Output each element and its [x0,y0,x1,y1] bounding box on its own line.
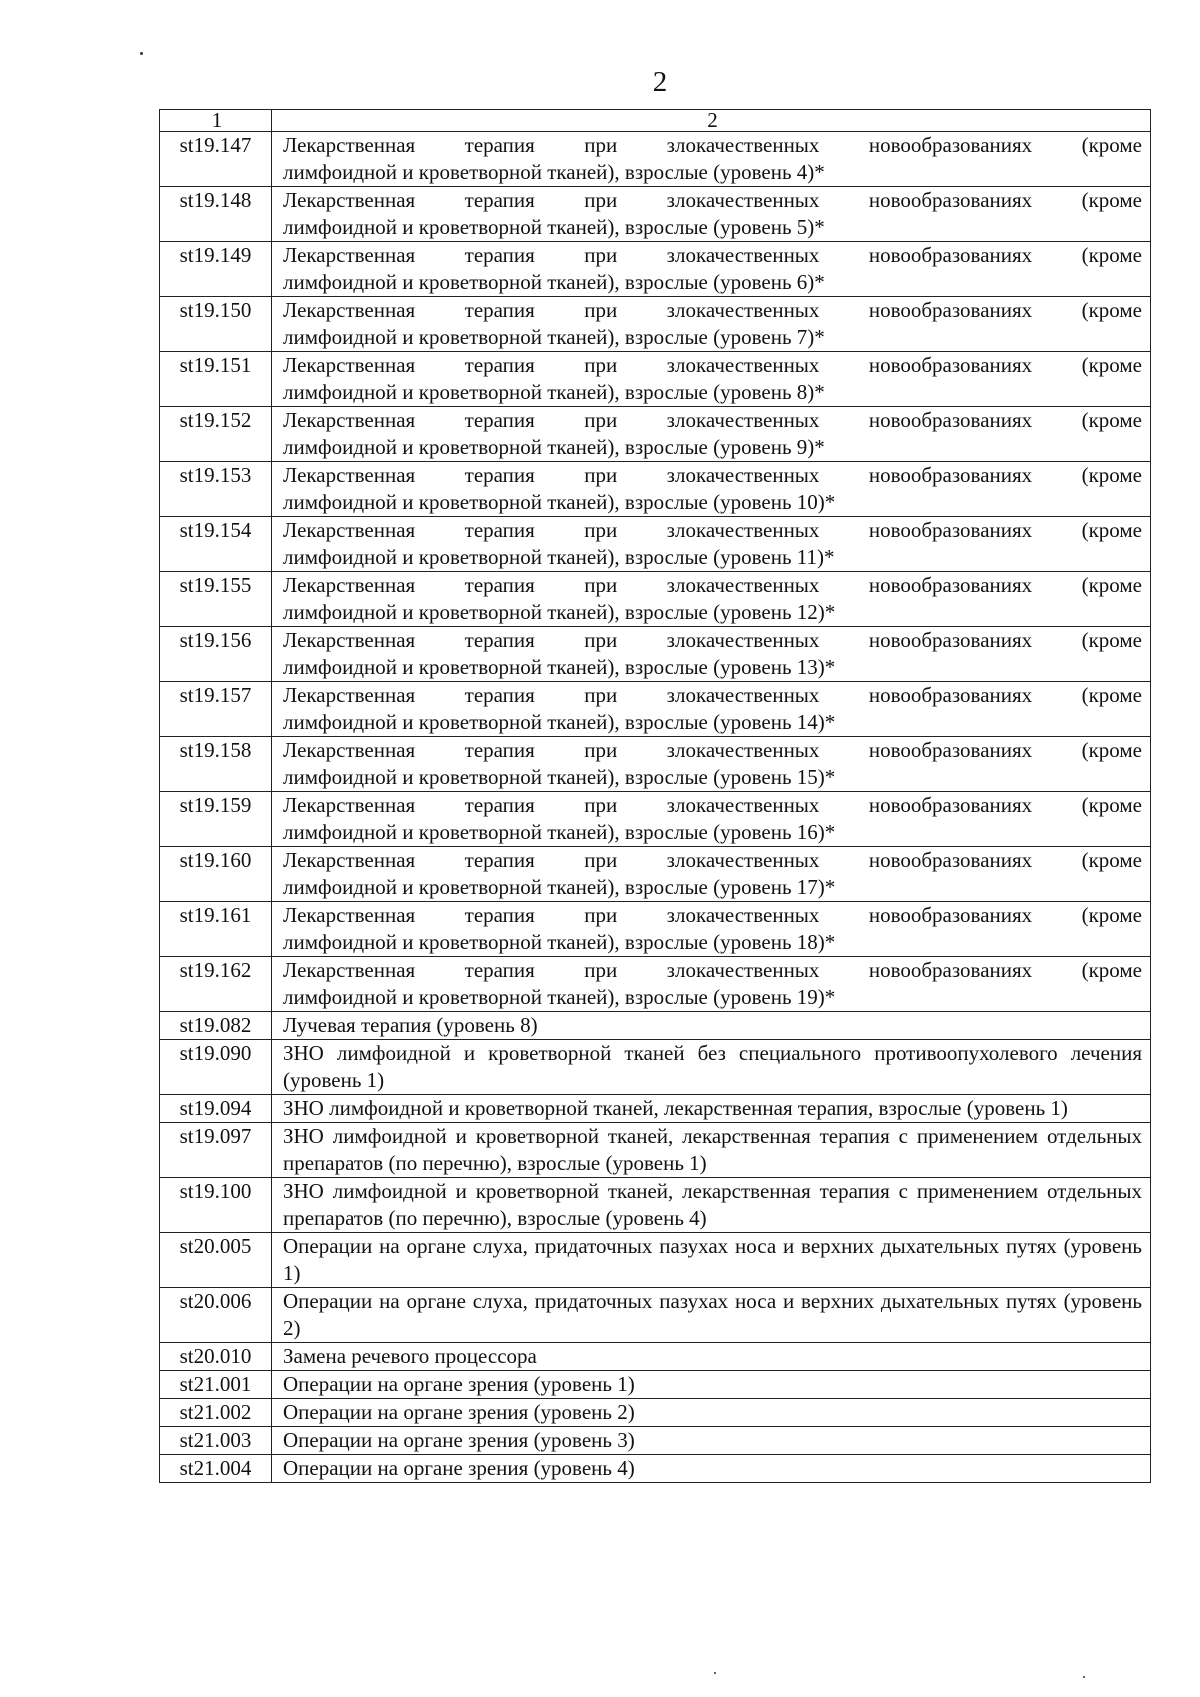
row-code: st19.154 [160,517,272,572]
table-row [160,1012,1151,1040]
row-description [272,902,1151,957]
row-description-line1: Лекарственная терапия при злокачественных новообразованиях (кроме [283,738,1142,762]
row-description: ЗНО лимфоидной и кроветворной тканей, лекарственная терапия, взрослые (уровень 1) [272,1095,1151,1123]
row-description-line1: Лекарственная терапия при злокачественных новообразованиях (кроме [283,518,1142,542]
row-code: st19.147 [160,132,272,187]
row-code: st19.100 [160,1178,272,1233]
row-description-line2: лимфоидной и кроветворной тканей), взрослые (уровень 6)* [283,270,825,294]
row-code: st19.156 [160,627,272,682]
row-description: Операции на органе зрения (уровень 4) [272,1455,1151,1483]
row-description: Операции на органе слуха, придаточных пазухах носа и верхних дыхательных путях (уровень 1) [272,1233,1151,1288]
table-row [160,1095,1151,1123]
row-description: Операции на органе зрения (уровень 1) [272,1371,1151,1399]
row-description [272,352,1151,407]
row-description-line1: Лекарственная терапия при злокачественных новообразованиях (кроме [283,848,1142,872]
row-code: st19.149 [160,242,272,297]
row-description-line1: Лекарственная терапия при злокачественных новообразованиях (кроме [283,243,1142,267]
row-description-line2: лимфоидной и кроветворной тканей), взрослые (уровень 19)* [283,985,836,1009]
table-row [160,1178,1151,1233]
row-code: st19.157 [160,682,272,737]
row-description [272,132,1151,187]
row-description: ЗНО лимфоидной и кроветворной тканей, лекарственная терапия с применением отдельных препаратов (по перечню), взрослые (уровень 4) [272,1178,1151,1233]
row-code: st21.001 [160,1371,272,1399]
row-code: st19.159 [160,792,272,847]
row-description [272,242,1151,297]
row-description-line2: лимфоидной и кроветворной тканей), взрослые (уровень 8)* [283,380,825,404]
row-description-line1: Лекарственная терапия при злокачественных новообразованиях (кроме [283,298,1142,322]
page-number: 2 [652,66,668,98]
table-row [160,1427,1151,1455]
row-description [272,517,1151,572]
row-code: st20.005 [160,1233,272,1288]
row-description [272,847,1151,902]
row-description-line2: лимфоидной и кроветворной тканей), взрослые (уровень 14)* [283,710,836,734]
row-code: st19.153 [160,462,272,517]
row-description-line1: Лекарственная терапия при злокачественных новообразованиях (кроме [283,793,1142,817]
table-row [160,682,1151,737]
row-code: st21.004 [160,1455,272,1483]
header-cell-description: 2 [272,110,1151,132]
table-row [160,1371,1151,1399]
row-description: Операции на органе слуха, придаточных пазухах носа и верхних дыхательных путях (уровень 2) [272,1288,1151,1343]
row-description-line2: лимфоидной и кроветворной тканей), взрослые (уровень 17)* [283,875,836,899]
procedure-table [159,109,1151,1483]
row-code: st19.160 [160,847,272,902]
table-row [160,737,1151,792]
table-row [160,1233,1151,1288]
row-description-line2: лимфоидной и кроветворной тканей), взрослые (уровень 11)* [283,545,835,569]
row-description-line2: лимфоидной и кроветворной тканей), взрослые (уровень 10)* [283,490,836,514]
row-description [272,297,1151,352]
table-row [160,1399,1151,1427]
table-row [160,1123,1151,1178]
table-row [160,297,1151,352]
table-header-row [160,110,1151,132]
row-description-line1: Лекарственная терапия при злокачественных новообразованиях (кроме [283,353,1142,377]
row-description-line2: лимфоидной и кроветворной тканей), взрослые (уровень 5)* [283,215,825,239]
header-cell-code: 1 [160,110,272,132]
row-code: st19.082 [160,1012,272,1040]
row-description: Операции на органе зрения (уровень 2) [272,1399,1151,1427]
row-code: st20.006 [160,1288,272,1343]
row-code: st19.161 [160,902,272,957]
table-row [160,572,1151,627]
table-row [160,1288,1151,1343]
row-code: st21.003 [160,1427,272,1455]
row-code: st19.158 [160,737,272,792]
table-row [160,407,1151,462]
row-code: st19.150 [160,297,272,352]
row-code: st19.090 [160,1040,272,1095]
row-description-line2: лимфоидной и кроветворной тканей), взрослые (уровень 4)* [283,160,825,184]
table-row [160,1040,1151,1095]
table-row [160,352,1151,407]
row-code: st19.097 [160,1123,272,1178]
row-description-line2: лимфоидной и кроветворной тканей), взрослые (уровень 9)* [283,435,825,459]
scan-speck [1083,1676,1085,1678]
row-description [272,187,1151,242]
row-description-line2: лимфоидной и кроветворной тканей), взрослые (уровень 7)* [283,325,825,349]
row-description [272,682,1151,737]
table-row [160,242,1151,297]
row-description-line2: лимфоидной и кроветворной тканей), взрослые (уровень 15)* [283,765,836,789]
row-description: ЗНО лимфоидной и кроветворной тканей, лекарственная терапия с применением отдельных препаратов (по перечню), взрослые (уровень 1) [272,1123,1151,1178]
table-row [160,132,1151,187]
row-description: ЗНО лимфоидной и кроветворной тканей без специального противоопухолевого лечения (уровень 1) [272,1040,1151,1095]
row-description-line1: Лекарственная терапия при злокачественных новообразованиях (кроме [283,628,1142,652]
row-description: Операции на органе зрения (уровень 3) [272,1427,1151,1455]
row-code: st19.152 [160,407,272,462]
row-description-line1: Лекарственная терапия при злокачественных новообразованиях (кроме [283,958,1142,982]
row-description-line2: лимфоидной и кроветворной тканей), взрослые (уровень 12)* [283,600,836,624]
row-description-line1: Лекарственная терапия при злокачественных новообразованиях (кроме [283,133,1142,157]
row-description-line1: Лекарственная терапия при злокачественных новообразованиях (кроме [283,188,1142,212]
row-description [272,627,1151,682]
table-row [160,517,1151,572]
scan-speck [140,52,143,55]
row-description [272,407,1151,462]
row-description-line1: Лекарственная терапия при злокачественных новообразованиях (кроме [283,463,1142,487]
row-description: Замена речевого процессора [272,1343,1151,1371]
row-code: st19.155 [160,572,272,627]
row-code: st19.094 [160,1095,272,1123]
row-description: Лучевая терапия (уровень 8) [272,1012,1151,1040]
row-code: st19.162 [160,957,272,1012]
row-description-line1: Лекарственная терапия при злокачественных новообразованиях (кроме [283,573,1142,597]
row-description-line1: Лекарственная терапия при злокачественных новообразованиях (кроме [283,903,1142,927]
row-description [272,462,1151,517]
row-code: st19.148 [160,187,272,242]
table-row [160,187,1151,242]
table-row [160,1455,1151,1483]
table-row [160,1343,1151,1371]
row-description-line2: лимфоидной и кроветворной тканей), взрослые (уровень 13)* [283,655,836,679]
row-description-line1: Лекарственная терапия при злокачественных новообразованиях (кроме [283,683,1142,707]
row-description-line2: лимфоидной и кроветворной тканей), взрослые (уровень 18)* [283,930,836,954]
table-row [160,627,1151,682]
scan-speck [714,1672,716,1674]
row-code: st21.002 [160,1399,272,1427]
row-description [272,737,1151,792]
table-row [160,462,1151,517]
table-row [160,847,1151,902]
row-description [272,957,1151,1012]
table-row [160,902,1151,957]
row-code: st19.151 [160,352,272,407]
row-description-line1: Лекарственная терапия при злокачественных новообразованиях (кроме [283,408,1142,432]
row-description [272,792,1151,847]
row-description [272,572,1151,627]
row-code: st20.010 [160,1343,272,1371]
row-description-line2: лимфоидной и кроветворной тканей), взрослые (уровень 16)* [283,820,836,844]
table-row [160,957,1151,1012]
table-row [160,792,1151,847]
